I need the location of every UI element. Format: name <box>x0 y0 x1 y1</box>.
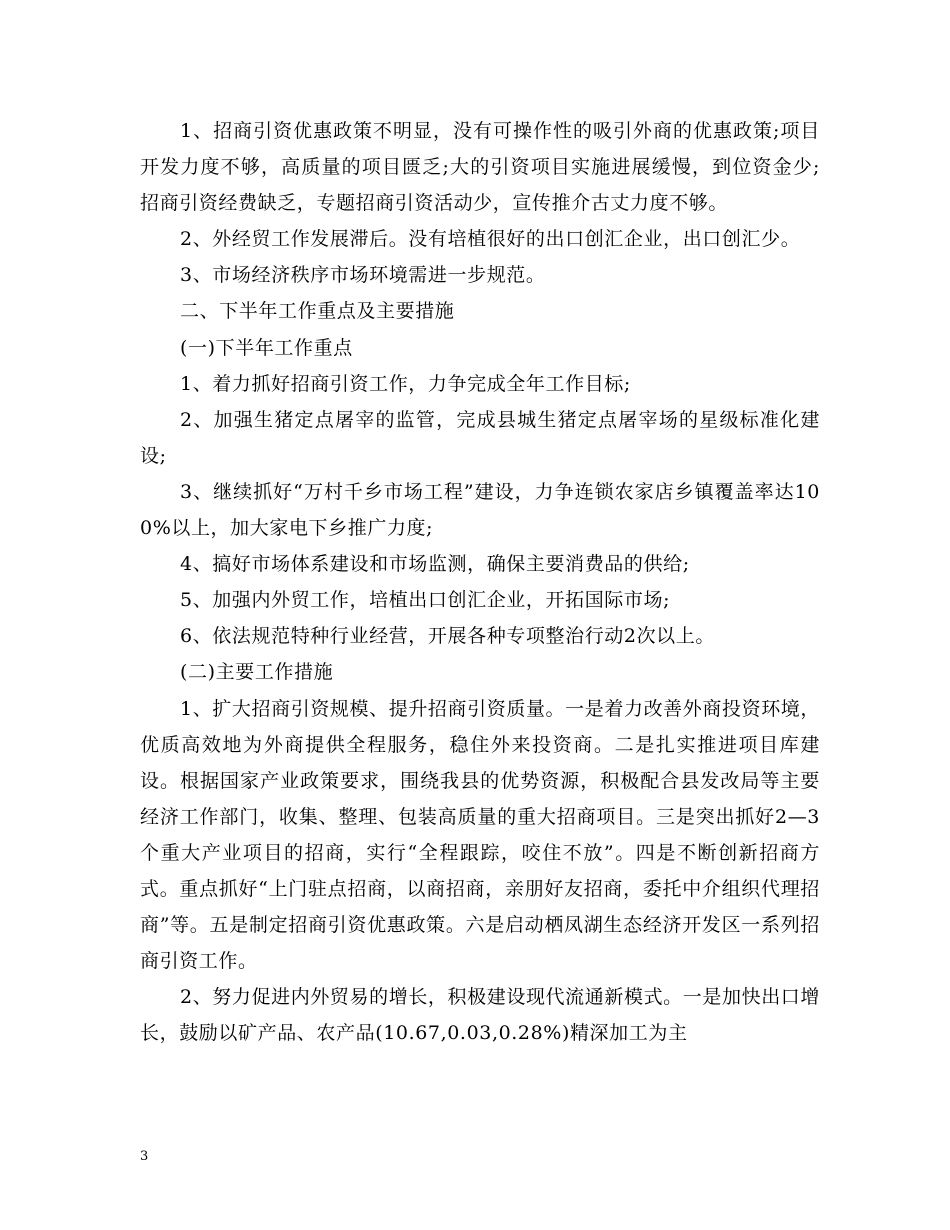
paragraph-focus-2: 2、加强生猪定点屠宰的监管，完成县城生猪定点屠宰场的星级标准化建设; <box>140 408 820 467</box>
paragraph-problem-1: 1、招商引资优惠政策不明显，没有可操作性的吸引外商的优惠政策;项目开发力度不够，高质量的项目匮乏;大的引资项目实施进展缓慢，到位资金少;招商引资经费缺乏，专题招商引资活动少，宣传推介古丈力度不够。 <box>140 120 820 215</box>
paragraph-measure-1: 1、扩大招商引资规模、提升招商引资质量。一是着力改善外商投资环境，优质高效地为外商提供全程服务，稳住外来投资商。二是扎实推进项目库建设。根据国家产业政策要求，围绕我县的优势资源，积极配合县发改局等主要经济工作部门，收集、整理、包装高质量的重大招商项目。三是突出抓好2—3个重大产业项目的招商，实行“全程跟踪，咬住不放”。四是不断创新招商方式。重点抓好“上门驻点招商，以商招商，亲朋好友招商，委托中介组织代理招商”等。五是制定招商引资优惠政策。六是启动栖凤湖生态经济开发区一系列招商引资工作。 <box>140 697 820 973</box>
page-number: 3 <box>140 1149 149 1164</box>
section-heading-2: 二、下半年工作重点及主要措施 <box>180 300 455 323</box>
paragraph-problem-3: 3、市场经济秩序市场环境需进一步规范。 <box>180 264 546 287</box>
paragraph-focus-4: 4、搞好市场体系建设和市场监测，确保主要消费品的供给; <box>180 553 690 576</box>
paragraph-focus-6: 6、依法规范特种行业经营，开展各种专项整治行动2次以上。 <box>180 625 715 648</box>
paragraph-problem-2: 2、外经贸工作发展滞后。没有培植很好的出口创汇企业，出口创汇少。 <box>180 228 801 251</box>
paragraph-focus-3: 3、继续抓好“万村千乡市场工程”建设，力争连锁农家店乡镇覆盖率达100%以上，加大家电下乡推广力度; <box>140 480 820 540</box>
paragraph-focus-1: 1、着力抓好招商引资工作，力争完成全年工作目标; <box>180 372 631 395</box>
subsection-heading-2: (二)主要工作措施 <box>180 661 334 684</box>
paragraph-focus-5: 5、加强内外贸工作，培植出口创汇企业，开拓国际市场; <box>180 589 671 612</box>
subsection-heading-1: (一)下半年工作重点 <box>180 336 353 359</box>
document-body <box>140 113 820 1051</box>
paragraph-measure-2: 2、努力促进内外贸易的增长，积极建设现代流通新模式。一是加快出口增长，鼓励以矿产品、农产品(10.67,0.03,0.28%)精深加工为主 <box>140 986 820 1045</box>
